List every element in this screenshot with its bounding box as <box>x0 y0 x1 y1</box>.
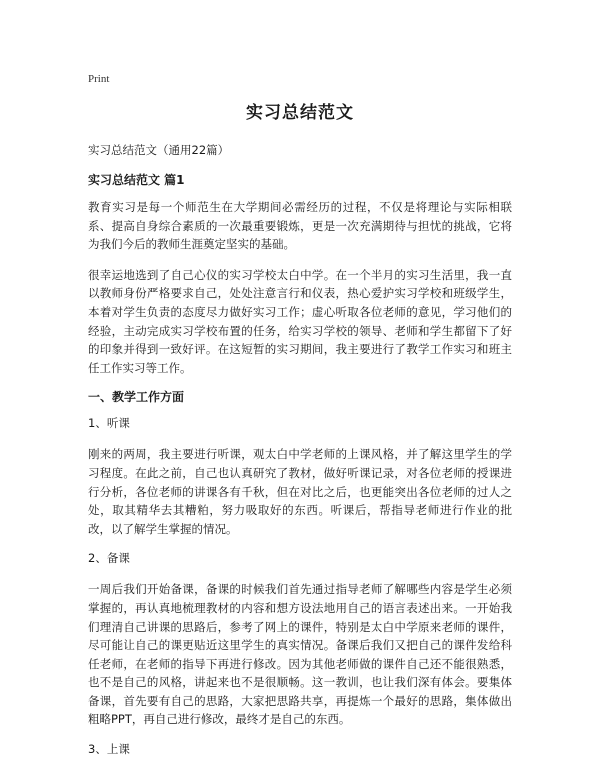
article-heading: 实习总结范文 篇1 <box>88 173 185 187</box>
print-label: Print <box>88 73 110 85</box>
intro-paragraph-2: 很幸运地选到了自己心仪的实习学校太白中学。在一个半月的实习生活里，我一直以教师身份严格要求自己，处处注意言行和仪表，热心爱护实习学校和班级学生，本着对学生负责的态度尽力做好实习工作；虚心听取各位老师的意见，学习他们的经验，主动完成实习学校布置的任务，给实习学校的领导、老师和学生都留下了好的印象并得到一致好评。在这短暂的实习期间，我主要进行了教学工作实习和班主任工作实习等工作。 <box>88 267 512 375</box>
subheading-teaching: 3、上课 <box>88 742 130 757</box>
paragraph-preparation: 一周后我们开始备课，备课的时候我们首先通过指导老师了解哪些内容是学生必须掌握的，再认真地梳理教材的内容和想方设法地用自己的语言表述出来。一开始我们理清自己讲课的思路后，参考了网上的课件，特别是太白中学原来老师的课件，尽可能让自己的课更贴近这里学生的真实情况。备课后我们又把自己的课件发给科任老师，在老师的指导下再进行修改。因为其他老师做的课件自己还不能很熟悉，也不是自己的风格，讲起来也不是很顺畅。这一教训，也让我们深有体会。要集体备课，首先要有自己的思路，大家把思路共享，再提炼一个最好的思路，集体做出粗略PPT，再自己进行修改，最终才是自己的东西。 <box>88 582 512 727</box>
section-heading-teaching: 一、教学工作方面 <box>88 390 185 405</box>
document-subtitle: 实习总结范文（通用22篇） <box>88 143 230 157</box>
paragraph-listening: 刚来的两周，我主要进行听课，观太白中学老师的上课风格，并了解这里学生的学习程度。在此之前，自己也认真研究了教材，做好听课记录，对各位老师的授课进行分析，各位老师的讲课各有千秋，但在对比之后，也更能突出各位老师的过人之处，取其精华去其糟粕，努力吸取好的东西。听课后，帮指导老师进行作业的批改，以了解学生掌握的情况。 <box>88 447 512 536</box>
subheading-listening: 1、听课 <box>88 416 130 431</box>
intro-paragraph-1: 教育实习是每一个师范生在大学期间必需经历的过程，不仅是将理论与实际相联系、提高自身综合素质的一次最重要锻炼，更是一次充满期待与担忧的挑战，它将为我们今后的教师生涯奠定坚实的基础。 <box>88 200 512 252</box>
subheading-preparation: 2、备课 <box>88 551 130 566</box>
document-title: 实习总结范文 <box>246 103 354 123</box>
